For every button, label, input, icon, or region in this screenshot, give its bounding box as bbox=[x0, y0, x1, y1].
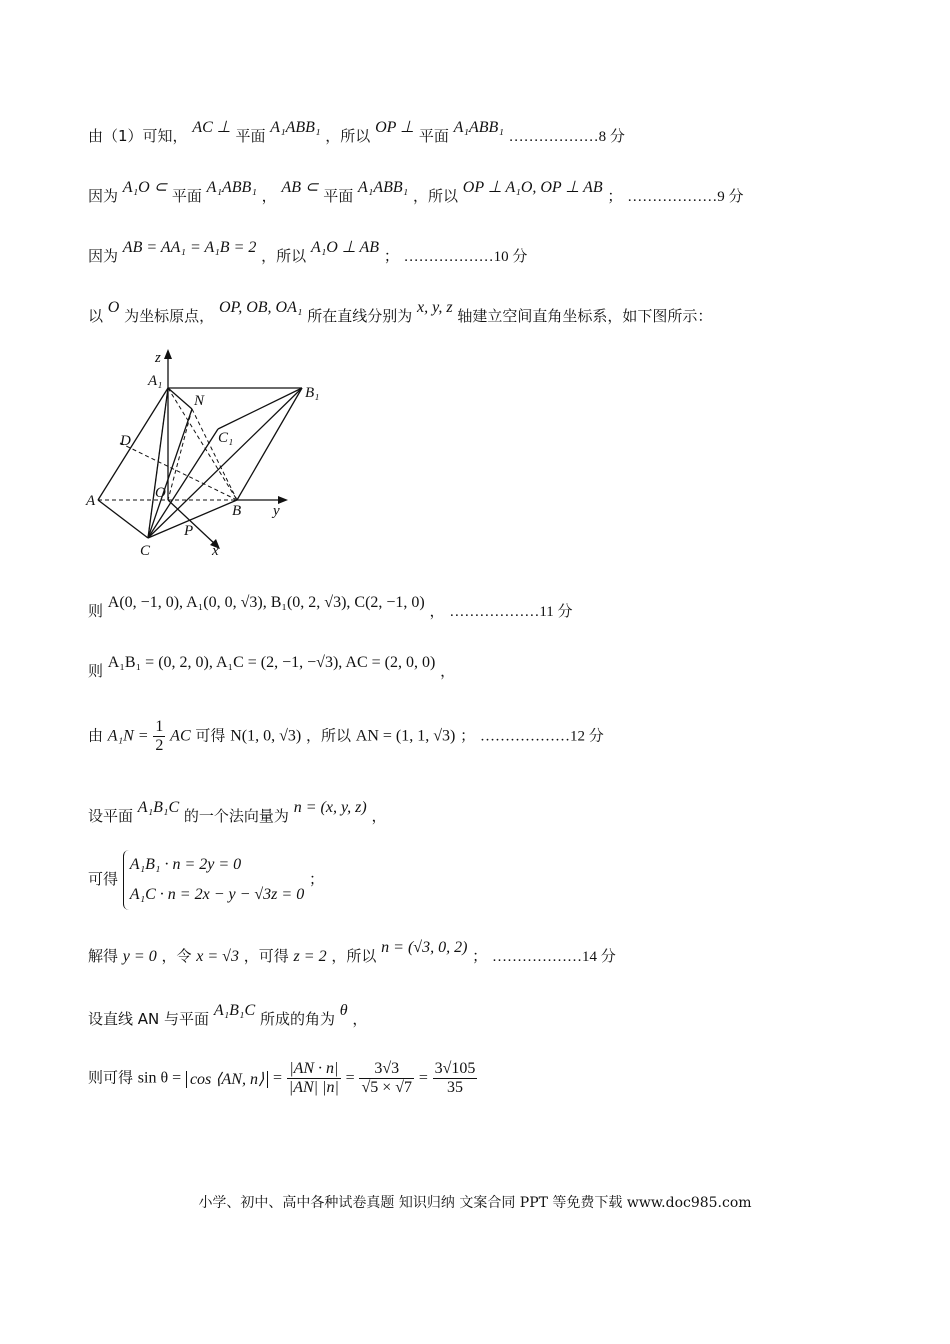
equation-system: A₁B₁ · n = 2y = 0 A₁C · n = 2x − y − √3z = 0 bbox=[123, 850, 304, 910]
coordinate-figure bbox=[80, 345, 340, 564]
label-P: P bbox=[184, 523, 194, 539]
label-y: y bbox=[273, 503, 280, 519]
line-5: 则 A(0, −1, 0), A₁(0, 0, √3), B₁(0, 2, √3), C(2, −1, 0) ， ………………11 分 bbox=[88, 594, 573, 620]
label-B: B bbox=[232, 503, 242, 519]
label-O: O bbox=[155, 485, 166, 501]
label-A: A bbox=[86, 493, 96, 509]
line-10: 解得 y = 0 ，令 x = √3 ，可得 z = 2 ，所以 n = (√3, 0, 2) ； ………………14 分 bbox=[88, 939, 616, 965]
prism-diagram bbox=[80, 345, 340, 560]
fraction-half: $\frac{1}{2}$ bbox=[155, 718, 164, 754]
line-7: 由 A₁N = $\frac{1}{2}$ AC 可得 N(1, 0, √3) ，所以 AN = (1, 1, √3) ； ………………12 分 bbox=[88, 718, 604, 754]
line-9: 可得 A₁B₁ · n = 2y = 0 A₁C · n = 2x − y − √3z = 0 ； bbox=[88, 850, 324, 910]
label-D: D bbox=[120, 433, 131, 449]
fraction-value: $\frac{3√3}{√5 \times √7}$ bbox=[361, 1060, 413, 1096]
page-footer: 小学、初中、高中各种试卷真题 知识归纳 文案合同 PPT 等免费下载 www.doc985.com bbox=[198, 1195, 752, 1211]
label-B1: B₁ bbox=[305, 385, 320, 401]
line-11: 设直线 AN 与平面 A₁B₁C 所成的角为 θ ， bbox=[88, 1002, 368, 1028]
line-4: 以 O 为坐标原点， OP, OB, OA₁ 所在直线分别为 x, y, z 轴建立空间直角坐标系，如下图所示： bbox=[88, 299, 713, 325]
label-C1: C₁ bbox=[218, 430, 234, 446]
line-3: 因为 AB = AA₁ = A₁B = 2 ，所以 A₁O ⊥ AB ； ………………10 分 bbox=[88, 239, 528, 265]
label-C: C bbox=[140, 543, 151, 559]
fraction-cos: $\frac{|AN \cdot n|}{|AN| |n|}$ bbox=[288, 1060, 339, 1096]
line-6: 则 A₁B₁ = (0, 2, 0), A₁C = (2, −1, −√3), AC = (2, 0, 0) ， bbox=[88, 654, 456, 680]
line-1: 由（1）可知， AC ⊥ 平面 A₁ABB₁ ，所以 OP ⊥ 平面 A₁ABB₁ ………………8 分 bbox=[88, 119, 625, 145]
line-12: 则可得 sin θ = cos ⟨AN, n⟩ = $\frac{|AN \cdot n|}{|AN| |n|}$ = $\frac{3√3}{√5 \times √7}$ = $\frac{3√105}{35}$ bbox=[88, 1060, 476, 1096]
label-z: z bbox=[155, 350, 161, 366]
label-A1: A₁ bbox=[148, 373, 163, 389]
label-x: x bbox=[212, 543, 219, 559]
line-2: 因为 A₁O ⊂ 平面 A₁ABB₁ ， AB ⊂ 平面 A₁ABB₁ ，所以 OP ⊥ A₁O, OP ⊥ AB ； ………………9 分 bbox=[88, 179, 744, 205]
line-8: 设平面 A₁B₁C 的一个法向量为 n = (x, y, z) ， bbox=[88, 799, 387, 825]
fraction-result: $\frac{3√105}{35}$ bbox=[434, 1060, 476, 1096]
label-N: N bbox=[194, 393, 205, 409]
